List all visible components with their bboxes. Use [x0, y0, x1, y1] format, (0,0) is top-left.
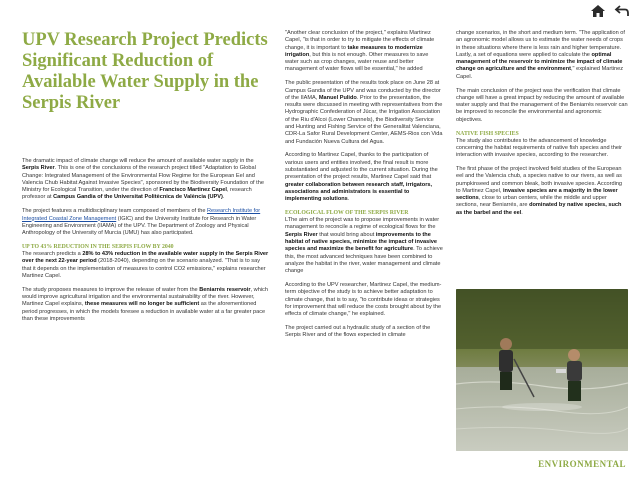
text: . This is one of the conclusions of the research project titled "Adaptation to Global Change: Integrated Management of the Environmental Flow Regime for the European Eel and Valencia Chub Habitat Against Invasive Species", sponsored by the Biodiversity Foundation of the Ministry for Ecological Transition, under the direction of — [22, 165, 264, 194]
right-paragraph-2: The main conclusion of the project was the verification that climate change will have a great impact by reducing the amount of available water supply and that the management of the Beniarrés reservoir can be improved to reconcile the environmental and agronomic objectives. — [456, 87, 628, 123]
photo-illustration — [456, 289, 628, 451]
bold-text: Manuel Pulido — [318, 94, 357, 101]
text: (IGIC) and the University Institute for Research in Water Engineering and Environment (IIAMA) of the UPV. The Department of Zoology and Physical Anthropology of the University of Murcia (UMU) has also participated. — [22, 215, 257, 237]
left-paragraph-4 — [22, 287, 270, 323]
section-heading-native-fish: NATIVE FISH SPECIES — [456, 130, 519, 137]
bold-text: invasive species are a majority in the lower sections — [456, 187, 618, 202]
bold-text: Beniarrés reservoir — [199, 286, 251, 293]
text: change scenarios, in the short and medium term. "The application of an agronomic model allows us to estimate the water needs of crops in these situations where there is less rain and higher temperature. Lastly, a set of equations were applied to calculate the — [456, 30, 625, 58]
article-title: UPV Research Project Predicts Significant Reduction of Available Water Supply in the Serpis River — [22, 30, 268, 113]
bold-text: Serpis River — [285, 231, 318, 238]
mid-paragraph-6: The project carried out a hydraulic study of a section of the Serpis River and of the flows expected in climate — [285, 324, 431, 339]
bold-text: take measures to modernize irrigation — [285, 44, 423, 58]
section-tag: ENVIRONMENTAL — [538, 459, 626, 469]
text: , which would improve agricultural irrigation and the environmental sustainability of the river. However, Martinez Capel explains, — [22, 286, 268, 308]
mid-paragraph-4 — [285, 217, 443, 275]
text: (2018-2040), depending on the scenario analyzed. "That is to say that it depends on the implementation of measures to control CO2 emissions," explains researcher Martinez Capel. — [22, 258, 266, 279]
right-paragraph-1 — [456, 30, 628, 81]
bold-text: these measures will no longer be sufficient — [84, 301, 200, 308]
text: The first phase of the project involved field studies of the European eel and the Valencia chub, a species native to our rivers, as well as pumpkinseed and common bleak, both invasive species. According to Martinez Capel, — [456, 165, 623, 194]
text: The study proposes measures to improve the release of water from the — [22, 286, 200, 293]
research-institute-link[interactable]: Research Institute for Integrated Coastal Zone Management — [22, 208, 261, 222]
right-paragraph-4 — [456, 166, 628, 217]
left-paragraph-2 — [22, 208, 270, 237]
mid-paragraph-5: According to the UPV researcher, Martinez Capel, the medium-term objective of the study is to achieve better adaptation to climate change, that is to say, "to contribute ideas or strategies for improvement that will reduce the costs brought about by the effects of climate change," he explained. — [285, 281, 442, 318]
text: , but this is not enough. Other measures to save water such as crop changes, water reuse and better management of water flows will be essential," he added — [285, 51, 429, 73]
bold-text: Francisco Martinez Capel — [159, 187, 227, 194]
bold-text: dominated by native species, such as the barbel and the eel — [456, 202, 622, 216]
mid-paragraph-2 — [285, 80, 443, 146]
text: . — [347, 196, 350, 203]
text: ," explained Martinez Capel. — [456, 66, 624, 80]
left-paragraph-1 — [22, 158, 270, 202]
text: , close to urban centers, while the middle and upper sections, near Beniarrés, are — [456, 195, 607, 209]
section-heading-flow-reduction: UP TO 43% REDUCTION IN THE SERPIS FLOW BY 2040 — [22, 243, 174, 250]
bold-text: greater collaboration between research staff, irrigators, associations and administrators is essential to implementing solutions — [285, 181, 433, 203]
text: The research predicts a — [22, 250, 83, 257]
text: . — [521, 209, 523, 216]
text: The project features a multidisciplinary team composed of members of the — [22, 208, 207, 215]
middle-column — [285, 30, 443, 346]
bold-text: Serpis River — [22, 165, 55, 172]
mid-paragraph-3 — [285, 152, 443, 203]
top-navigation — [590, 4, 630, 18]
river-fieldwork-photo — [456, 289, 628, 451]
text: as the aforementioned period progresses, in which the models foresee a reduction in available water at a far greater pace than these improvements — [22, 301, 266, 322]
text: According to Martinez Capel, thanks to the participation of various users and entities involved, the final result is more substantiated and adjusted to the current situation. During the presentation of the project results, Martinez Capel said that — [285, 152, 438, 181]
text: . Prior to the presentation, the results were discussed in meeting with representatives from the Hydrographic Confederation of Júcar, the Irrigation Association of the Riu d'Alcoi (Lower Channels), the Biodiversity Service and Hunting and Fishing Service of the Generalitat Valenciana, CDR-La Safor Rural Development Center, AEMS-Rios con Vida and Fundación Nueva Cultura del Agua. — [285, 94, 443, 145]
text: The dramatic impact of climate change will reduce the amount of available water supply in the — [22, 158, 254, 164]
text: . — [222, 194, 225, 201]
bold-text: improvements to the habitat of native species, minimize the impact of invasive species and maximize the benefit for agriculture — [285, 231, 438, 253]
right-paragraph-3: The study also contributes to the advancement of knowledge concerning the habitat requirements of native fish species and their interaction with invasive species, according to the researcher. — [456, 137, 623, 159]
text: LThe aim of the project was to propose improvements in water management to reconcile a regime of ecological flows for the — [285, 217, 440, 231]
text: The public presentation of the results took place on June 28 at Campus Gandia of the UPV and was conducted by the director of the IIAMA, — [285, 80, 441, 101]
mid-paragraph-1 — [285, 30, 443, 74]
home-icon[interactable] — [590, 4, 606, 18]
text: . To achieve this, the most advanced techniques have been combined to analyze the habitat in the river, water management and climate change — [285, 246, 443, 275]
bold-text: Campus Gandia of the Universitat Politècnica de València (UPV) — [53, 194, 223, 201]
text: "Another clear conclusion of the project," explains Martinez Capel, "is that in order to try to mitigate the effects of climate change, it is important to — [285, 30, 435, 51]
text: , research professor at — [22, 187, 252, 201]
bold-text: 28% to 43% reduction in the available water supply in the Serpis River over the next 22-year period — [22, 250, 269, 265]
bold-text: optimal management of the reservoir to minimize the impact of climate change on agriculture and the environment — [456, 51, 623, 73]
left-paragraph-3 — [22, 251, 270, 280]
text: that would bring about — [317, 231, 376, 238]
back-arrow-icon[interactable] — [614, 4, 630, 18]
right-column — [456, 30, 628, 224]
left-column — [22, 30, 270, 330]
section-heading-ecological-flow: ECOLOGICAL FLOW OF THE SERPIS RIVER — [285, 210, 409, 217]
